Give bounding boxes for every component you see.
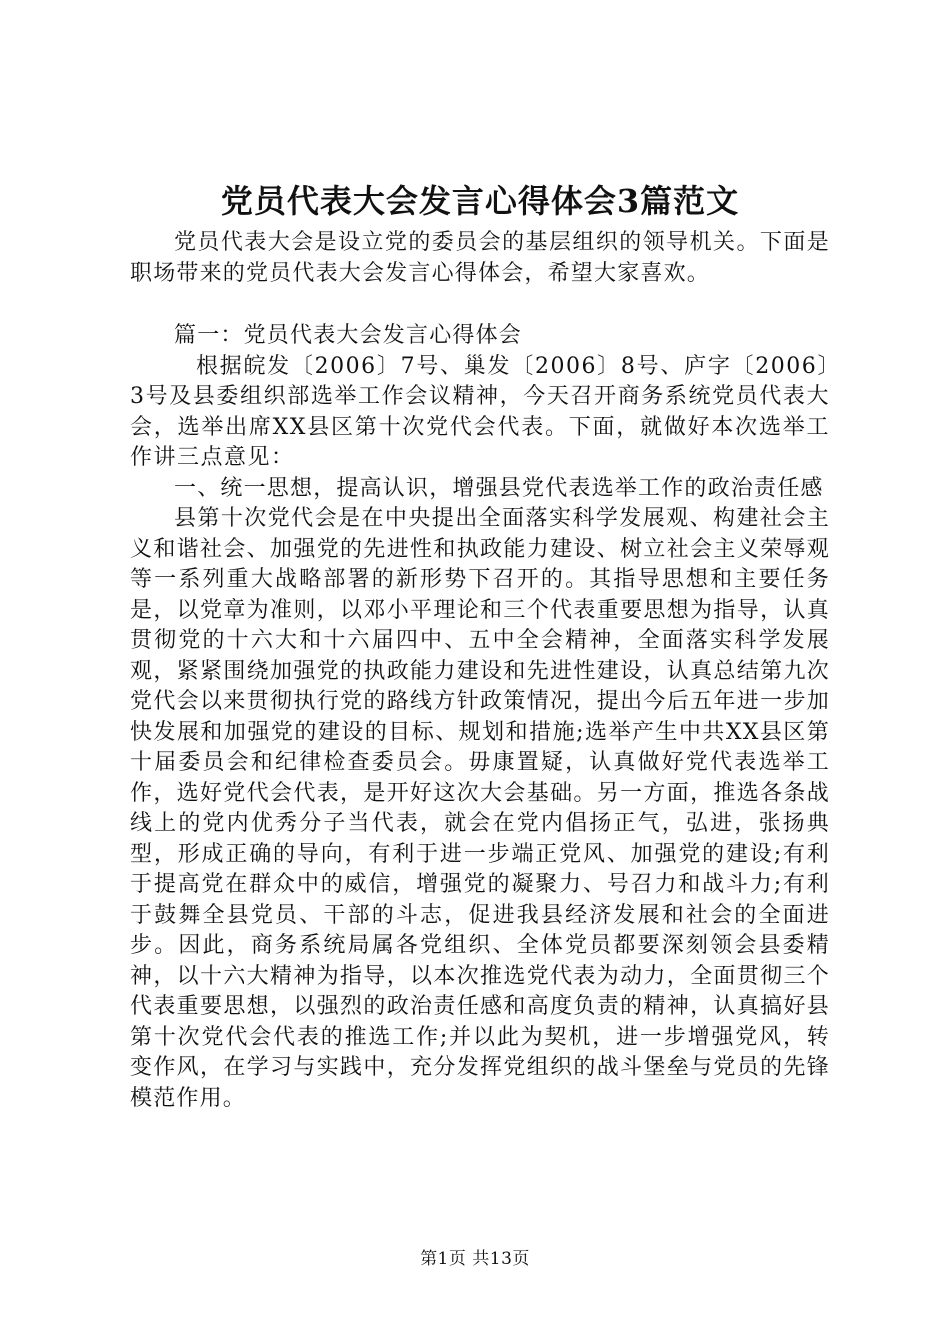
point-heading-1: 一、统一思想，提高认识，增强县党代表选举工作的政治责任感	[174, 475, 824, 501]
section-heading: 篇一：党员代表大会发言心得体会	[174, 323, 523, 348]
body-paragraph-1: 根据皖发〔2006〕7号、巢发〔2006〕8号、庐字〔2006〕3号及县委组织部选举工作会议精神，今天召开商务系统党员代表大会，选举出席XX县区第十次党代会代表。下面，就做好本次选举工作讲三点意见：	[130, 353, 830, 470]
body-paragraph-2: 县第十次党代会是在中央提出全面落实科学发展观、构建社会主义和谐社会、加强党的先进性和执政能力建设、树立社会主义荣辱观等一系列重大战略部署的新形势下召开的。其指导思想和主要任务是，以党章为准则，以邓小平理论和三个代表重要思想为指导，认真贯彻党的十六大和十六届四中、五中全会精神，全面落实科学发展观，紧紧围绕加强党的执政能力建设和先进性建设，认真总结第九次党代会以来贯彻执行党的路线方针政策情况，提出今后五年进一步加快发展和加强党的建设的目标、规划和措施;选举产生中共XX县区第十届委员会和纪律检查委员会。毋康置疑，认真做好党代表选举工作，选好党代会代表，是开好这次大会基础。另一方面，推选各条战线上的党内优秀分子当代表，就会在党内倡扬正气，弘进，张扬典型，形成正确的导向，有利于进一步端正党风、加强党的建设;有利于提高党在群众中的威信，增强党的凝聚力、号召力和战斗力;有利于鼓舞全县党员、干部的斗志，促进我县经济发展和社会的全面进步。因此，商务系统局属各党组织、全体党员都要深刻领会县委精神，以十六大精神为指导，以本次推选党代表为动力，全面贯彻三个代表重要思想，以强烈的政治责任感和高度负责的精神，认真搞好县第十次党代会代表的推选工作;并以此为契机，进一步增强党风，转变作风，在学习与实践中，充分发挥党组织的战斗堡垒与党员的先锋模范作用。	[130, 506, 830, 1111]
document-page	[130, 178, 830, 1114]
document-title: 党员代表大会发言心得体会3篇范文	[220, 182, 740, 220]
paragraph-gap	[130, 289, 830, 321]
page-footer: 第1页 共13页	[420, 1249, 530, 1269]
intro-paragraph: 党员代表大会是设立党的委员会的基层组织的领导机关。下面是职场带来的党员代表大会发言心得体会，希望大家喜欢。	[130, 230, 830, 286]
